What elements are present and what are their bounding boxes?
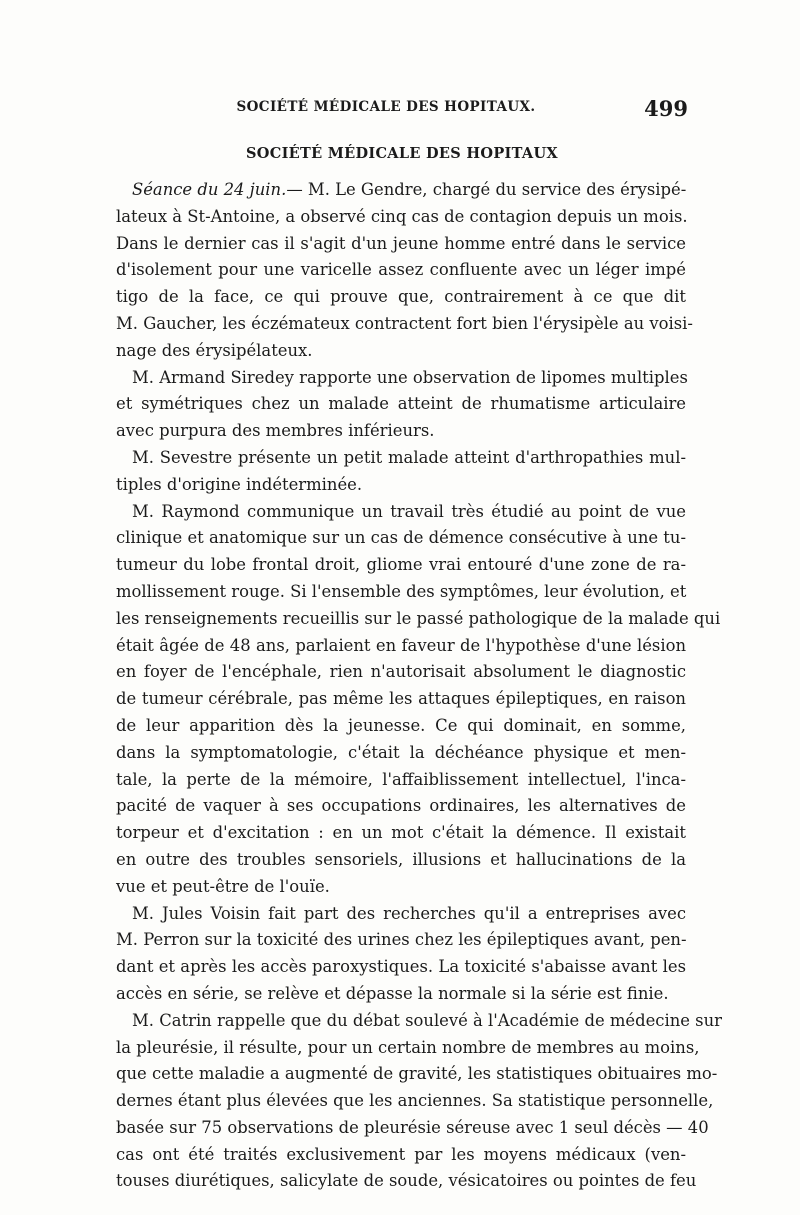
text-line: clinique et anatomique sur un cas de démence consécutive à une tu- <box>116 528 686 548</box>
text-line: de tumeur cérébrale, pas même les attaques épileptiques, en raison <box>116 689 686 709</box>
text-line: en outre des troubles sensoriels, illusions et hallucinations de la <box>116 849 686 869</box>
paragraph <box>116 901 686 1008</box>
text-line: tiples d'origine indéterminée. <box>116 474 363 494</box>
text-line: M. Perron sur la toxicité des urines chez les épileptiques avant, pen- <box>116 930 687 950</box>
text-line: Séance du 24 juin.— M. Le Gendre, chargé du service des érysipé- <box>132 180 687 199</box>
text-line: que cette maladie a augmenté de gravité, les statistiques obituaires mo- <box>116 1064 718 1084</box>
text-line: dernes étant plus élevées que les anciennes. Sa statistique personnelle, <box>116 1091 714 1111</box>
text-line: cas ont été traités exclusivement par les moyens médicaux (ven- <box>116 1144 686 1164</box>
text-line: la pleurésie, il résulte, pour un certain nombre de membres au moins, <box>116 1037 700 1057</box>
text-line: tale, la perte de la mémoire, l'affaiblissement intellectuel, l'inca- <box>116 769 686 789</box>
text-line: M. Armand Siredey rapporte une observation de lipomes multiples <box>132 367 688 387</box>
paragraph <box>116 499 721 901</box>
paragraph <box>116 177 693 365</box>
session-date: Séance du 24 juin. <box>132 180 287 199</box>
text-line: mollissement rouge. Si l'ensemble des symptômes, leur évolution, et <box>116 581 687 601</box>
text-line: vue et peut-être de l'ouïe. <box>116 876 330 896</box>
section-title: SOCIÉTÉ MÉDICALE DES HOPITAUX <box>246 145 558 162</box>
running-title: SOCIÉTÉ MÉDICALE DES HOPITAUX. <box>236 99 536 115</box>
text-line: de leur apparition dès la jeunesse. Ce qui dominait, en somme, <box>116 715 686 735</box>
text-line: en foyer de l'encéphale, rien n'autorisait absolument le diagnostic <box>116 662 686 682</box>
paragraph <box>116 365 686 445</box>
paragraph <box>116 445 686 499</box>
text-line: M. Jules Voisin fait part des recherches qu'il a entreprises avec <box>132 903 686 923</box>
text-line: basée sur 75 observations de pleurésie séreuse avec 1 seul décès — 40 <box>116 1117 709 1137</box>
text-line: les renseignements recueillis sur le passé pathologique de la malade qui <box>116 608 721 628</box>
body-text <box>116 177 722 1195</box>
text-line: était âgée de 48 ans, parlaient en faveur de l'hypothèse d'une lésion <box>116 635 686 655</box>
text-line: et symétriques chez un malade atteint de rhumatisme articulaire <box>116 394 686 414</box>
text-line: M. Raymond communique un travail très étudié au point de vue <box>132 501 686 521</box>
text-line: dant et après les accès paroxystiques. La toxicité s'abaisse avant les <box>116 957 686 977</box>
page-number: 499 <box>644 96 688 121</box>
text-line: Dans le dernier cas il s'agit d'un jeune homme entré dans le service <box>116 233 686 253</box>
text-line: tigo de la face, ce qui prouve que, contrairement à ce que dit <box>116 287 686 307</box>
text-line: nage des érysipélateux. <box>116 340 313 360</box>
text-line: pacité de vaquer à ses occupations ordinaires, les alternatives de <box>116 796 686 816</box>
text-line: torpeur et d'excitation : en un mot c'était la démence. Il existait <box>116 823 686 843</box>
text-line: M. Sevestre présente un petit malade atteint d'arthropathies mul- <box>132 447 686 467</box>
paragraph <box>116 1008 722 1196</box>
text-line: avec purpura des membres inférieurs. <box>116 421 435 441</box>
text-line: accès en série, se relève et dépasse la normale si la série est finie. <box>116 983 669 1003</box>
text-line: dans la symptomatologie, c'était la déchéance physique et men- <box>116 742 686 762</box>
text-line: tumeur du lobe frontal droit, gliome vrai entouré d'une zone de ra- <box>116 555 686 575</box>
text-line: touses diurétiques, salicylate de soude, vésicatoires ou pointes de feu <box>116 1171 697 1191</box>
text-line: lateux à St-Antoine, a observé cinq cas de contagion depuis un mois. <box>116 206 688 226</box>
running-head <box>116 96 688 121</box>
text-line: d'isolement pour une varicelle assez confluente avec un léger impé <box>116 260 686 280</box>
text-line: M. Gaucher, les éczémateux contractent fort bien l'érysipèle au voisi- <box>116 313 693 333</box>
text-line: M. Catrin rappelle que du débat soulevé à l'Académie de médecine sur <box>132 1010 722 1030</box>
